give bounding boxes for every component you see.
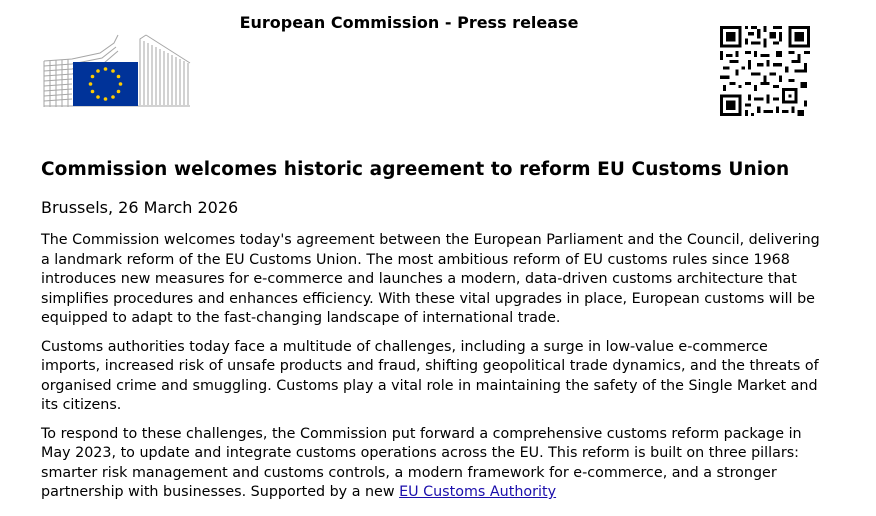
paragraph-text: To respond to these challenges, the Commission put forward a comprehensive customs reform package in May 2023, to update and integrate customs operations across the EU. This reform is built on three pillars: smarter risk management and customs controls, a modern framework for e-commerce, and a stronger partnership with businesses. Supported by a new: [41, 425, 802, 500]
article-headline: Commission welcomes historic agreement to reform EU Customs Union: [41, 159, 790, 180]
qr-code-icon[interactable]: [720, 26, 810, 116]
article-dateline: Brussels, 26 March 2026: [41, 198, 239, 217]
eu-customs-authority-link[interactable]: EU Customs Authority: [399, 484, 557, 500]
article-paragraph: The Commission welcomes today's agreement between the European Parliament and the Council, delivering a landmark reform of the EU Customs Union. The most ambitious reform of EU customs rules since 1968 introduces new measures for e-commerce and launches a modern, data-driven customs architecture that simplifies procedures and enhances efficiency. With these vital upgrades in place, European customs will be equipped to adapt to the fast-changing landscape of international trade.: [41, 232, 820, 326]
article-paragraph: Customs authorities today face a multitude of challenges, including a surge in low-value e-commerce imports, increased risk of unsafe products and fraud, shifting geopolitical trade dynamics, and the threats of organised crime and smuggling. Customs play a vital role in maintaining the safety of the Single Market and its citizens.: [41, 338, 819, 413]
eu-commission-logo-icon: [42, 33, 192, 109]
article-paragraph: [41, 425, 826, 503]
article-body: [41, 231, 826, 512]
press-release-title: European Commission - Press release: [239, 13, 579, 32]
